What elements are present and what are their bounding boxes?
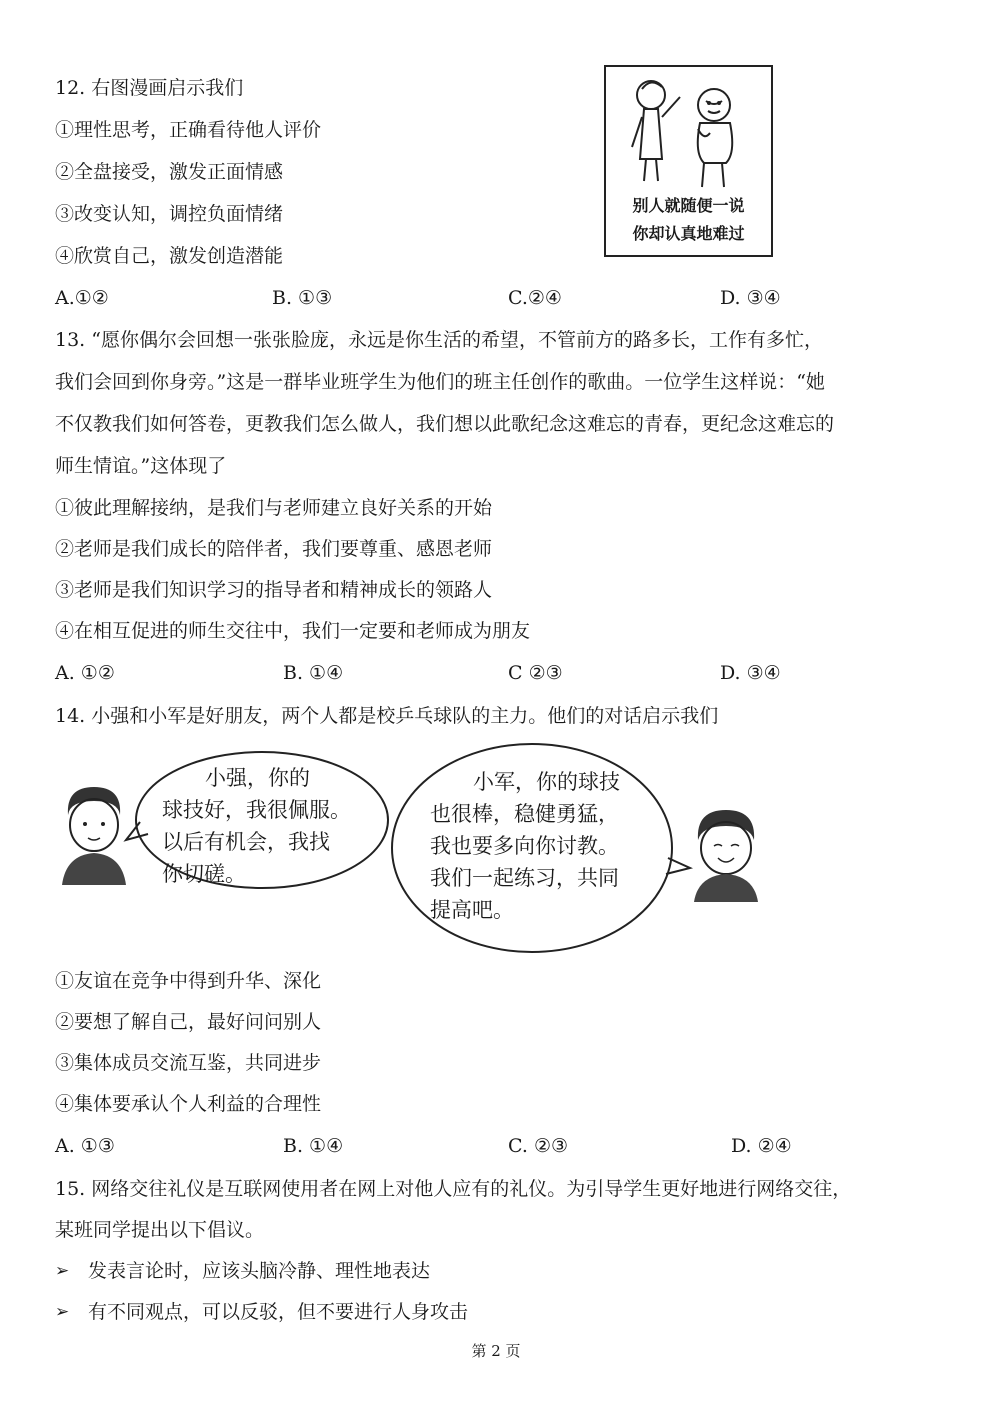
q12-option-a: A.①②	[55, 287, 109, 309]
q14-option-a: A. ①③	[55, 1135, 115, 1157]
q14-item-4: ④集体要承认个人利益的合理性	[55, 1093, 322, 1115]
q13-item-3: ③老师是我们知识学习的指导者和精神成长的领路人	[55, 579, 493, 601]
q15-bullet-icon-1: ➢	[55, 1261, 70, 1281]
q15-stem-line-1: 15. 网络交往礼仪是互联网使用者在网上对他人应有的礼仪。为引导学生更好地进行网络交往，	[55, 1178, 852, 1200]
q12-item-1: ①理性思考，正确看待他人评价	[55, 119, 322, 141]
bubble-left-line-3: 以后有机会，我找	[162, 830, 330, 854]
q13-item-4: ④在相互促进的师生交往中，我们一定要和老师成为朋友	[55, 620, 531, 642]
q12-option-c: C.②④	[508, 287, 562, 309]
q13-option-d: D. ③④	[720, 662, 781, 684]
q13-stem-line-3: 不仅教我们如何答卷，更教我们怎么做人，我们想以此歌纪念这难忘的青春，更纪念这难忘的	[55, 413, 835, 435]
q13-option-a: A. ①②	[55, 662, 115, 684]
q12-option-d: D. ③④	[720, 287, 781, 309]
cartoon-caption-line-2: 你却认真地难过	[632, 224, 745, 243]
boy-left-avatar	[62, 787, 126, 885]
bubble-right-line-4: 我们一起练习，共同	[430, 866, 619, 890]
q15-bullet-1: 发表言论时，应该头脑冷静、理性地表达	[88, 1260, 431, 1282]
bubble-left-line-4: 你切磋。	[162, 862, 246, 886]
bubble-right-line-5: 提高吧。	[430, 898, 514, 922]
q14-option-b: B. ①④	[283, 1135, 344, 1157]
q12-item-3: ③改变认知，调控负面情绪	[55, 203, 284, 225]
q15-bullet-icon-2: ➢	[55, 1302, 70, 1322]
q14-item-3: ③集体成员交流互鉴，共同进步	[55, 1052, 322, 1074]
q14-option-d: D. ②④	[731, 1135, 792, 1157]
q13-stem-line-4: 师生情谊。”这体现了	[55, 455, 227, 477]
q13-options	[55, 660, 935, 686]
q12-cartoon	[604, 65, 773, 257]
bubble-right-line-1: 小军，你的球技	[473, 770, 620, 794]
q13-item-1: ①彼此理解接纳，是我们与老师建立良好关系的开始	[55, 497, 493, 519]
q12-stem: 12. 右图漫画启示我们	[55, 77, 244, 99]
q14-option-c: C. ②③	[508, 1135, 569, 1157]
q13-item-2: ②老师是我们成长的陪伴者，我们要尊重、感恩老师	[55, 538, 493, 560]
bubble-right-line-2: 也很棒，稳健勇猛，	[430, 802, 619, 826]
q15-bullet-2: 有不同观点，可以反驳，但不要进行人身攻击	[88, 1301, 469, 1323]
q14-stem: 14. 小强和小军是好朋友，两个人都是校乒乓球队的主力。他们的对话启示我们	[55, 705, 719, 727]
q14-options	[55, 1133, 935, 1159]
q12-item-4: ④欣赏自己，激发创造潜能	[55, 245, 284, 267]
boy-right-avatar	[694, 810, 758, 902]
q12-option-b: B. ①③	[272, 287, 333, 309]
bubble-right-line-3: 我也要多向你讨教。	[430, 834, 619, 858]
q14-item-2: ②要想了解自己，最好问问别人	[55, 1011, 322, 1033]
q13-stem-line-1: 13. “愿你偶尔会回想一张张脸庞，永远是你生活的希望，不管前方的路多长，工作有多忙，	[55, 329, 823, 351]
page-number: 第 2 页	[471, 1342, 521, 1360]
q12-options	[55, 285, 935, 311]
q13-option-b: B. ①④	[283, 662, 344, 684]
q13-stem-line-2: 我们会回到你身旁。”这是一群毕业班学生为他们的班主任创作的歌曲。一位学生这样说：“她	[55, 371, 825, 393]
q12-item-2: ②全盘接受，激发正面情感	[55, 161, 284, 183]
q14-item-1: ①友谊在竞争中得到升华、深化	[55, 970, 322, 992]
bubble-left-line-1: 小强，你的	[205, 766, 310, 790]
cartoon-caption-line-1: 别人就随便一说	[632, 196, 745, 215]
q15-stem-line-2: 某班同学提出以下倡议。	[55, 1219, 265, 1241]
q13-option-c: C ②③	[508, 662, 563, 684]
bubble-left-line-2: 球技好，我很佩服。	[162, 798, 351, 822]
